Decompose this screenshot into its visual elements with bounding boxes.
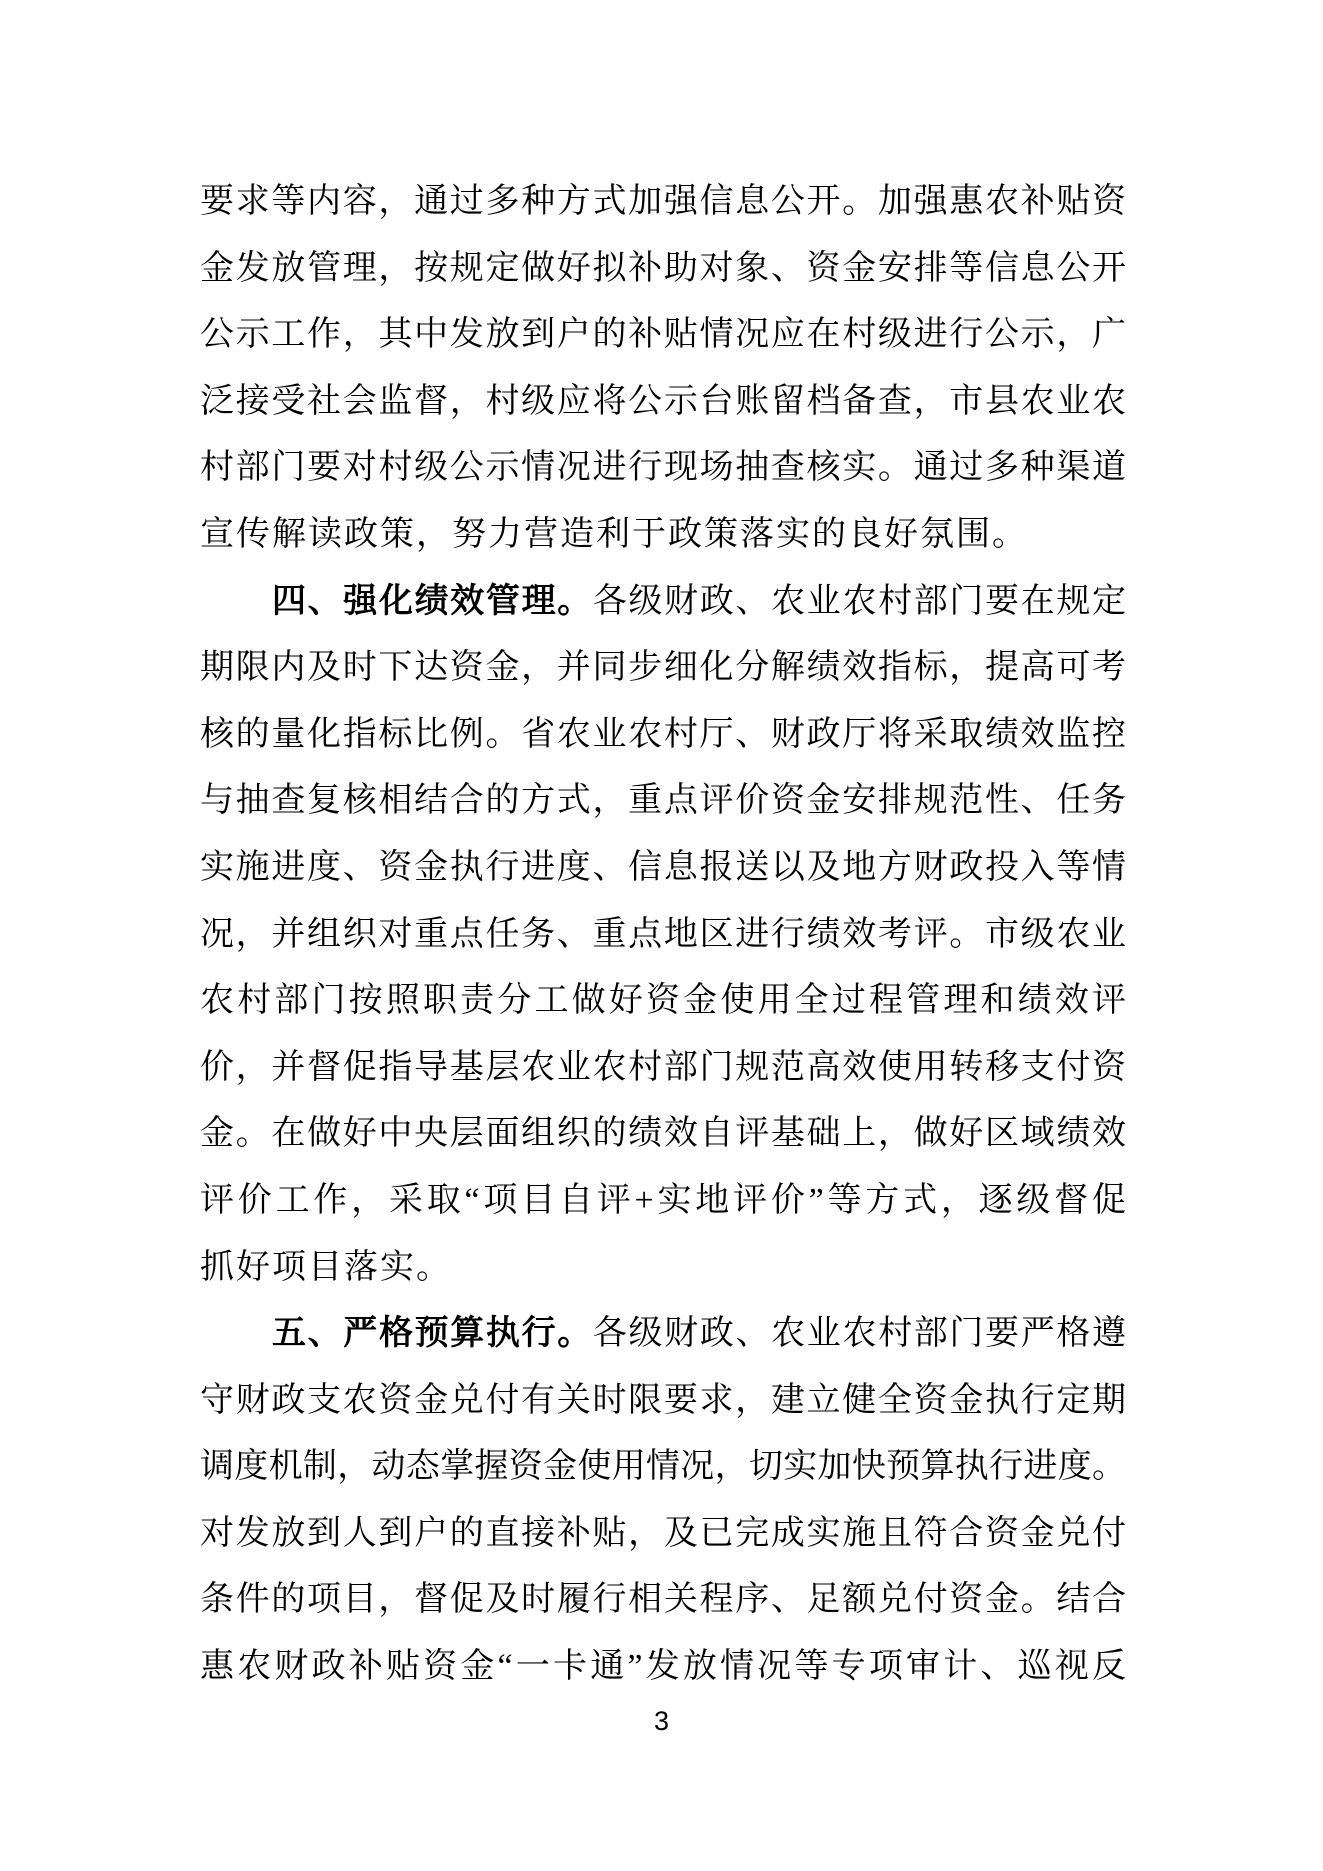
text-run: 泛接受社会监督，村级应将公示台账留档备查，市县农业农 (200, 382, 1126, 420)
text-run: 宣传解读政策，努力营造利于政策落实的良好氛围。 (200, 515, 1028, 553)
text-line (200, 835, 1126, 902)
text-run: 各级财政、农业农村部门要严格遵 (592, 1315, 1127, 1353)
text-line (200, 169, 1126, 236)
text-run: 要求等内容，通过多种方式加强信息公开。加强惠农补贴资 (200, 183, 1126, 220)
text-line (200, 1168, 1126, 1235)
text-line (200, 1301, 1126, 1368)
text-line (200, 902, 1126, 969)
text-run: 抓好项目落实。 (200, 1248, 452, 1286)
text-run: 况，并组织对重点任务、重点地区进行绩效考评。市级农业 (200, 915, 1126, 953)
text-line (200, 236, 1126, 303)
text-line (200, 435, 1126, 502)
text-run: 农村部门按照职责分工做好资金使用全过程管理和绩效评 (200, 982, 1126, 1020)
text-run: 与抽查复核相结合的方式，重点评价资金安排规范性、任务 (200, 782, 1126, 820)
text-line (200, 1567, 1126, 1634)
text-run: 村部门要对村级公示情况进行现场抽查核实。通过多种渠道 (200, 449, 1126, 487)
text-line (200, 702, 1126, 769)
text-run: 价，并督促指导基层农业农村部门规范高效使用转移支付资 (200, 1048, 1126, 1086)
text-run: 期限内及时下达资金，并同步细化分解绩效指标，提高可考 (200, 649, 1126, 687)
text-line (200, 968, 1126, 1035)
text-run: 惠农财政补贴资金“一卡通”发放情况等专项审计、巡视反 (200, 1648, 1126, 1686)
text-line (200, 1501, 1126, 1568)
text-line (200, 502, 1126, 569)
text-line (200, 1368, 1126, 1435)
text-line (200, 369, 1126, 436)
text-run: 公示工作，其中发放到户的补贴情况应在村级进行公示，广 (200, 316, 1126, 354)
text-run: 金发放管理，按规定做好拟补助对象、资金安排等信息公开 (200, 249, 1126, 287)
section-heading-run: 四、强化绩效管理。 (272, 582, 593, 620)
text-line (200, 1634, 1126, 1701)
section-heading-run: 五、严格预算执行。 (272, 1315, 593, 1353)
text-line (200, 1235, 1126, 1302)
text-run: 核的量化指标比例。省农业农村厅、财政厅将采取绩效监控 (200, 715, 1126, 753)
text-run: 守财政支农资金兑付有关时限要求，建立健全资金执行定期 (200, 1381, 1126, 1419)
text-run: 实施进度、资金执行进度、信息报送以及地方财政投入等情 (200, 848, 1126, 886)
document-body (200, 169, 1126, 1701)
text-line (200, 569, 1126, 636)
text-line (200, 635, 1126, 702)
text-run: 金。在做好中央层面组织的绩效自评基础上，做好区域绩效 (200, 1115, 1126, 1153)
text-run: 评价工作，采取“项目自评+实地评价”等方式，逐级督促 (200, 1181, 1126, 1219)
text-line (200, 768, 1126, 835)
text-run: 各级财政、农业农村部门要在规定 (592, 582, 1127, 620)
text-line (200, 1434, 1126, 1501)
text-line (200, 1035, 1126, 1102)
text-run: 条件的项目，督促及时履行相关程序、足额兑付资金。结合 (200, 1581, 1126, 1619)
text-run: 调度机制，动态掌握资金使用情况，切实加快预算执行进度。 (200, 1448, 1126, 1486)
text-line (200, 1101, 1126, 1168)
text-run: 对发放到人到户的直接补贴，及已完成实施且符合资金兑付 (200, 1514, 1126, 1552)
page-number: 3 (653, 1706, 670, 1736)
text-line (200, 302, 1126, 369)
